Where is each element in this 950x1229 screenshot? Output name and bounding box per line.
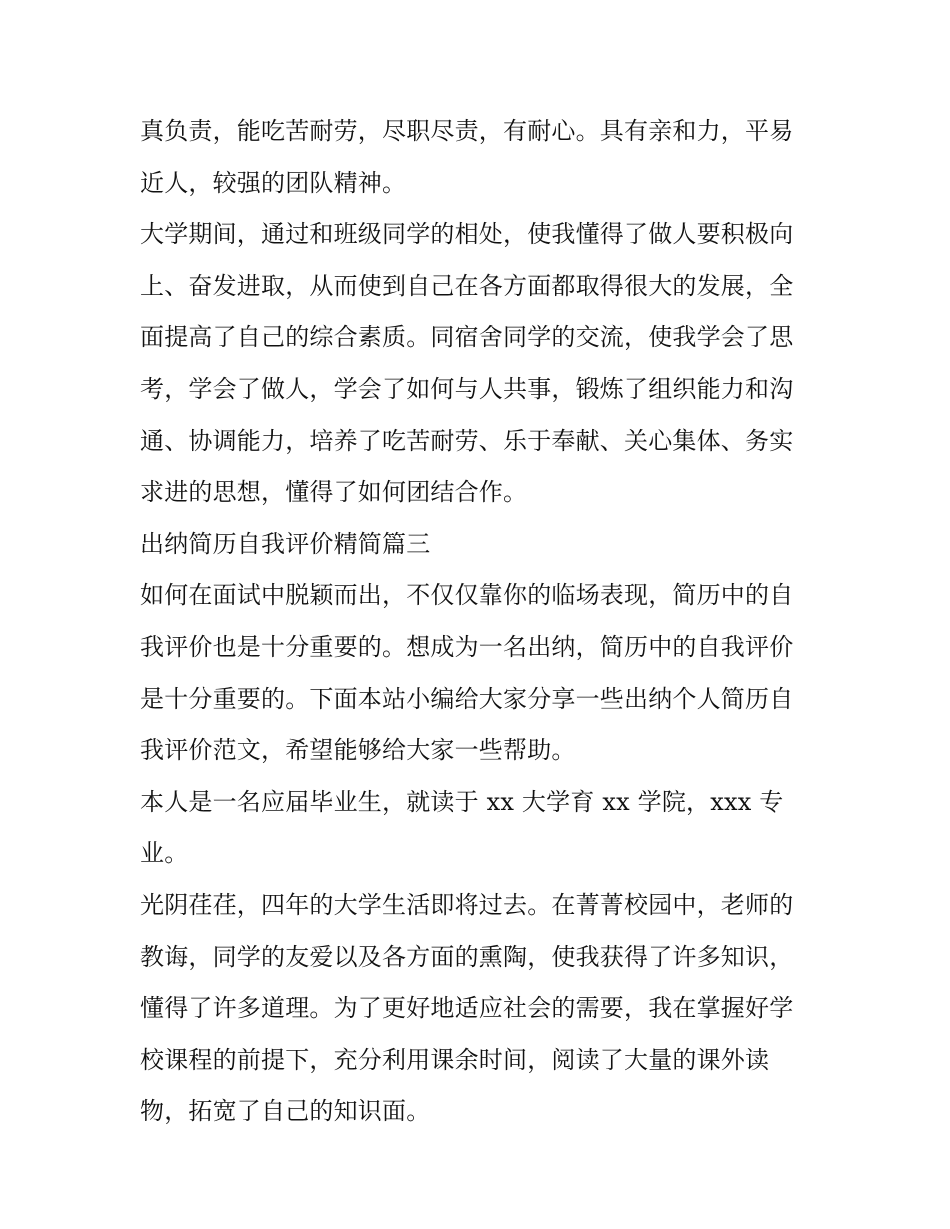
text-line: 懂得了许多道理。为了更好地适应社会的需要，我在掌握好学 [140,994,794,1023]
text-line: 校课程的前提下，充分利用课余时间，阅读了大量的课外读 [140,1045,770,1074]
text-line: 我评价范文，希望能够给大家一些帮助。 [140,736,576,765]
text-line: 是十分重要的。下面本站小编给大家分享一些出纳个人简历自 [140,684,794,713]
text-line: 面提高了自己的综合素质。同宿舍同学的交流，使我学会了思 [140,323,794,352]
section-heading: 出纳简历自我评价精简篇三 [140,529,431,558]
text-line: 物，拓宽了自己的知识面。 [140,1097,431,1126]
text-line: 本人是一名应届毕业生，就读于 xx 大学育 xx 学院，xxx 专 [140,787,784,816]
text-line: 真负责，能吃苦耐劳，尽职尽责，有耐心。具有亲和力，平易 [140,117,794,145]
text-line: 业。 [140,839,189,868]
text-line: 近人，较强的团队精神。 [140,168,407,197]
text-line: 考，学会了做人，学会了如何与人共事，锻炼了组织能力和沟 [140,374,794,403]
text-line: 我评价也是十分重要的。想成为一名出纳，简历中的自我评价 [140,632,794,661]
text-line: 教诲，同学的友爱以及各方面的熏陶，使我获得了许多知识， [140,942,794,971]
text-line: 通、协调能力，培养了吃苦耐劳、乐于奉献、关心集体、务实 [140,426,794,455]
text-line: 如何在面试中脱颖而出，不仅仅靠你的临场表现，简历中的自 [140,581,794,610]
text-line: 光阴荏荏，四年的大学生活即将过去。在菁菁校园中，老师的 [140,890,794,919]
text-line: 大学期间，通过和班级同学的相处，使我懂得了做人要积极向 [140,220,794,249]
text-line: 求进的思想，懂得了如何团结合作。 [140,478,528,507]
body-text [140,106,815,1138]
text-line: 上、奋发进取，从而使到自己在各方面都取得很大的发展，全 [140,271,794,300]
